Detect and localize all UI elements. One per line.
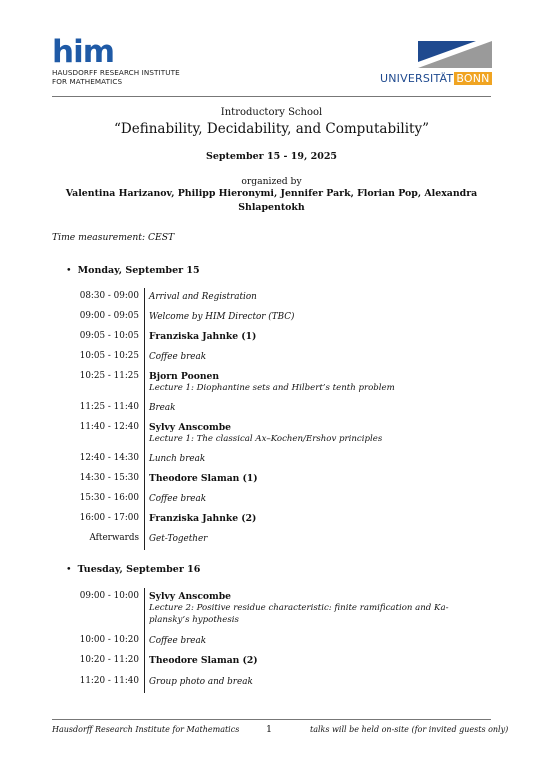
schedule-item-title: Coffee break: [149, 494, 207, 505]
schedule-time: 11:40 - 12:40: [79, 422, 139, 433]
speaker-name: [149, 591, 489, 626]
day-heading-tuesday: [66, 564, 200, 575]
schedule-time: Afterwards: [89, 533, 139, 544]
schedule-time: 11:20 - 11:40: [79, 675, 139, 686]
speaker-name: [149, 422, 489, 446]
timezone-note: Time measurement: CEST: [52, 232, 175, 243]
page-number: 1: [266, 724, 273, 735]
schedule-row: [52, 399, 492, 419]
schedule-row: [52, 470, 492, 490]
schedule-row: [52, 348, 492, 368]
schedule-row: [52, 652, 492, 673]
lecture-title-line: Lecture 2: Positive residue characteristic: finite ramification and Ka-: [149, 603, 449, 613]
schedule-column-divider: [144, 490, 145, 510]
schedule-item: [149, 402, 489, 414]
speaker-name: [149, 331, 489, 343]
schedule-time: 11:25 - 11:40: [79, 402, 139, 413]
schedule-column-divider: [144, 399, 145, 419]
schedule-column-divider: [144, 510, 145, 530]
him-logo-word: him: [52, 34, 114, 70]
schedule-column-divider: [144, 308, 145, 328]
schedule-time: 15:30 - 16:00: [79, 493, 139, 504]
schedule-column-divider: [144, 348, 145, 368]
schedule-time: 10:00 - 10:20: [79, 634, 139, 645]
schedule-item-title: Sylvy Anscombe: [149, 591, 232, 602]
schedule-item: [149, 351, 489, 363]
bonn-logo-word-universitat: UNIVERSITÄT: [380, 72, 454, 85]
bonn-logo-mark-icon: [418, 41, 492, 68]
schedule-row: [52, 288, 492, 308]
schedule-item: [149, 676, 489, 688]
footer-institute: Hausdorff Research Institute for Mathematics: [52, 725, 240, 734]
bullet-icon: •: [66, 564, 72, 575]
schedule-item-title: Break: [149, 403, 176, 414]
event-title: “Definability, Decidability, and Computability”: [113, 121, 429, 137]
schedule-item-title: Lunch break: [149, 454, 206, 465]
schedule-item-title: Coffee break: [149, 352, 207, 362]
schedule-column-divider: [144, 328, 145, 348]
day-heading-label: Tuesday, September 16: [77, 564, 201, 575]
speaker-name: [149, 371, 489, 395]
schedule-item-title: Franziska Jahnke (2): [149, 513, 257, 525]
schedule-row: [52, 530, 492, 550]
schedule-time: 16:00 - 17:00: [79, 513, 139, 524]
schedule-time: 09:05 - 10:05: [79, 331, 139, 341]
event-dates: September 15 - 19, 2025: [205, 151, 338, 162]
day-heading-label: Monday, September 15: [77, 265, 200, 276]
schedule-item: [149, 635, 489, 647]
lecture-title: Lecture 1: Diophantine sets and Hilbert’s tenth problem: [149, 383, 395, 393]
schedule-row: [52, 673, 492, 694]
schedule-row: [52, 419, 492, 450]
speaker-name: [149, 655, 489, 667]
footer-note: talks will be held on-site (for invited guests only): [310, 725, 509, 734]
schedule-item-title: Theodore Slaman (1): [149, 473, 258, 485]
schedule-column-divider: [144, 450, 145, 470]
schedule-row: [52, 368, 492, 399]
schedule-time: 10:25 - 11:25: [79, 371, 139, 381]
schedule-column-divider: [144, 288, 145, 308]
event-kicker: Introductory School: [220, 107, 323, 118]
speaker-name: [149, 513, 489, 525]
schedule-item-title: Get-Together: [149, 534, 208, 545]
schedule-item: [149, 291, 489, 303]
schedule-time: 12:40 - 14:30: [79, 453, 139, 464]
organized-by-label: organized by: [241, 176, 302, 187]
schedule-item-title: Sylvy Anscombe: [149, 422, 232, 434]
schedule-item-title: Franziska Jahnke (1): [149, 331, 257, 342]
schedule-row: [52, 510, 492, 530]
schedule-row: [52, 490, 492, 510]
schedule-column-divider: [144, 470, 145, 490]
schedule-row: [52, 632, 492, 653]
schedule-time: 14:30 - 15:30: [79, 473, 139, 484]
schedule-item-title: Bjorn Poonen: [149, 371, 220, 382]
bullet-icon: •: [66, 265, 72, 276]
day-heading-monday: [66, 265, 200, 276]
schedule-item-title: Welcome by HIM Director (TBC): [149, 312, 295, 322]
schedule-time: 09:00 - 10:00: [79, 591, 139, 601]
schedule-item-title: Arrival and Registration: [149, 292, 257, 302]
schedule-time: 10:20 - 11:20: [79, 655, 139, 665]
schedule-row: [52, 328, 492, 348]
header-divider: [52, 96, 491, 97]
him-logo-line1: HAUSDORFF RESEARCH INSTITUTE: [52, 68, 180, 77]
schedule-time: 10:05 - 10:25: [79, 351, 139, 361]
schedule-column-divider: [144, 632, 145, 653]
schedule-column-divider: [144, 652, 145, 673]
schedule-item: [149, 311, 489, 323]
schedule-column-divider: [144, 368, 145, 399]
schedule-time: 08:30 - 09:00: [79, 291, 139, 301]
schedule-row: [52, 450, 492, 470]
schedule-item: [149, 493, 489, 505]
schedule-row: [52, 588, 492, 632]
bonn-logo-text: [380, 72, 492, 86]
schedule-item: [149, 533, 489, 545]
lecture-title-line: plansky’s hypothesis: [149, 614, 239, 625]
footer-divider: [52, 719, 491, 720]
schedule-column-divider: [144, 673, 145, 694]
schedule-item-title: Coffee break: [149, 635, 207, 646]
lecture-title: Lecture 1: The classical Ax–Kochen/Ershov principles: [149, 434, 383, 445]
schedule-item-title: Theodore Slaman (2): [149, 655, 258, 666]
schedule-item-title: Group photo and break: [149, 676, 253, 687]
schedule-column-divider: [144, 419, 145, 450]
schedule-column-divider: [144, 530, 145, 550]
schedule-row: [52, 308, 492, 328]
him-logo-line2: FOR MATHEMATICS: [52, 76, 123, 86]
schedule-column-divider: [144, 588, 145, 632]
organizers-list: Valentina Harizanov, Philipp Hieronymi, Jennifer Park, Florian Pop, Alexandra Shlapentokh: [65, 188, 478, 213]
schedule-item: [149, 453, 489, 465]
bonn-logo-word-bonn: BONN: [456, 72, 490, 85]
speaker-name: [149, 473, 489, 485]
schedule-time: 09:00 - 09:05: [79, 311, 139, 321]
him-logo: [52, 34, 180, 86]
